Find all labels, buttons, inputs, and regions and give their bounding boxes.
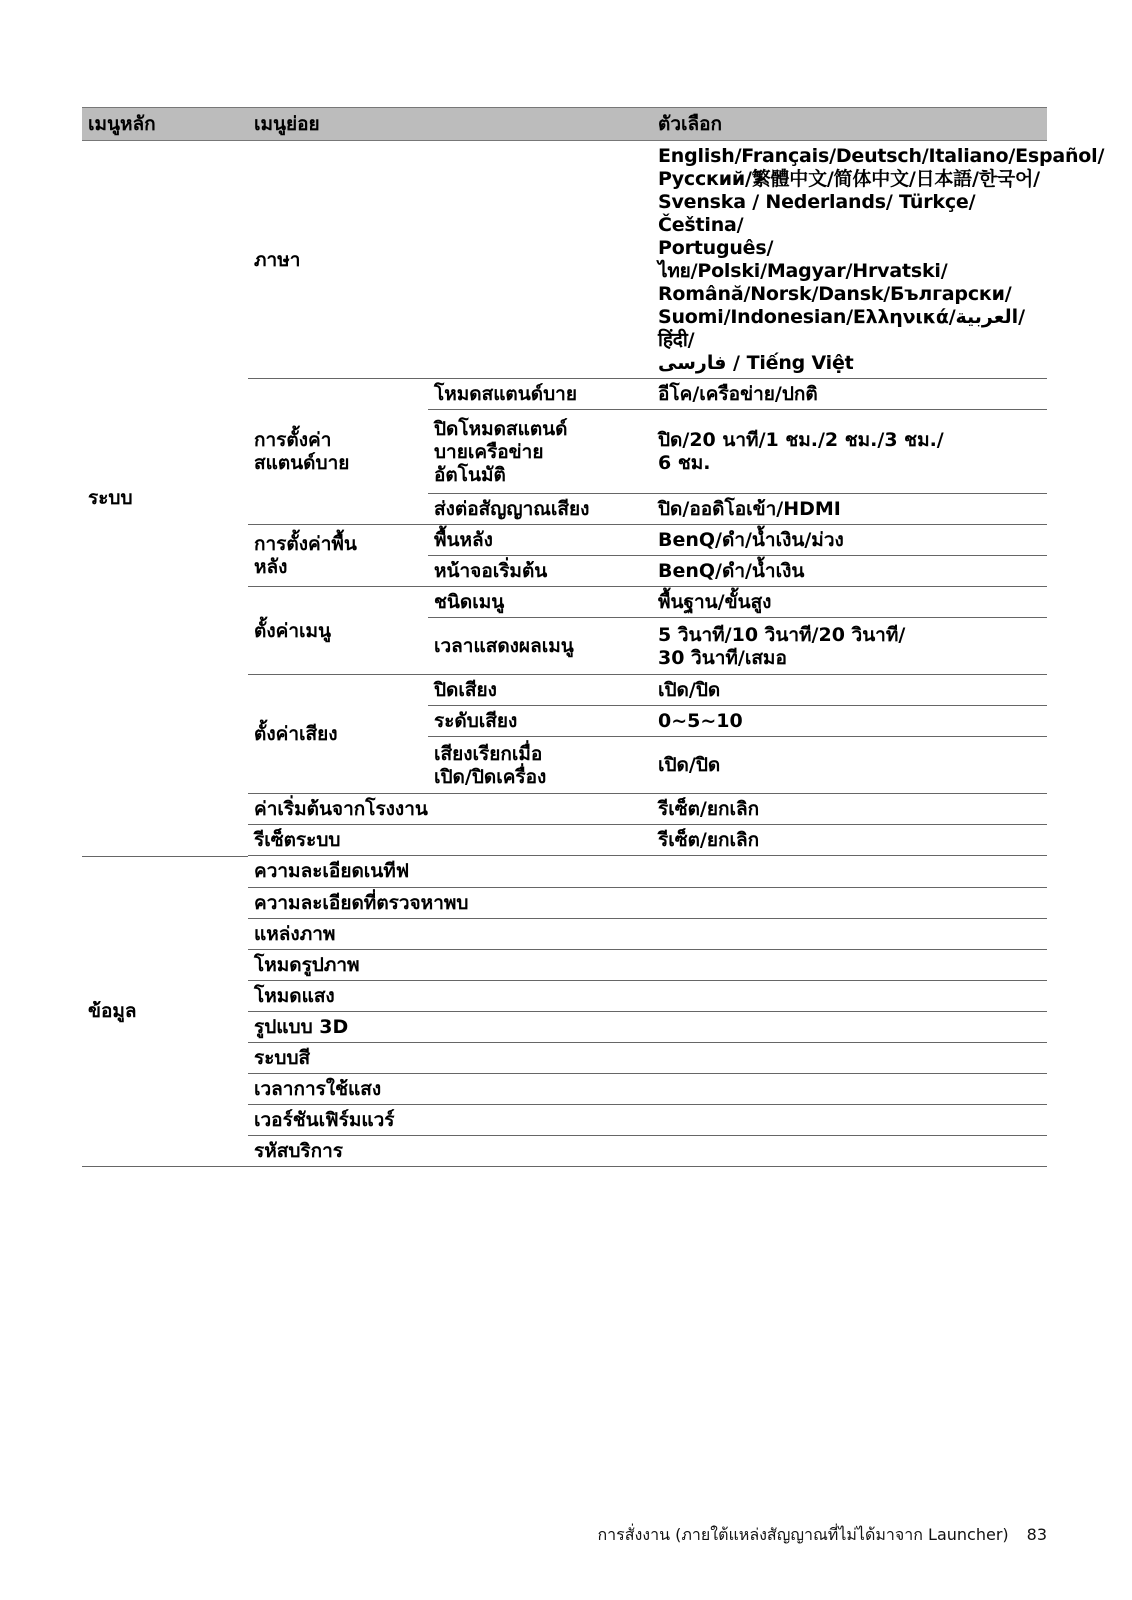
options-audio-pass: ปิด/ออดิโอเข้า/HDMI (652, 494, 1047, 525)
language-line: Svenska / Nederlands/ Türkçe/Čeština/ (658, 191, 976, 236)
main-menu-system: ระบบ (82, 141, 248, 857)
page-footer (0, 1523, 1047, 1548)
item-menu-type: ชนิดเมนู (428, 587, 652, 618)
item-volume: ระดับเสียง (428, 706, 652, 737)
options-volume: 0~5~10 (652, 706, 1047, 737)
options-factory-default: รีเซ็ต/ยกเลิก (652, 794, 1047, 825)
item-mute: ปิดเสียง (428, 675, 652, 706)
item-auto-off: ปิดโหมดสแตนด์ บายเครือข่าย อัตโนมัติ (428, 410, 652, 494)
footer-text: การสั่งงาน (ภายใต้แหล่งสัญญาณที่ไม่ได้มาจาก Launcher) (597, 1525, 1009, 1544)
submenu-audio-settings: ตั้งค่าเสียง (248, 675, 428, 794)
submenu-background-settings: การตั้งค่าพื้น หลัง (248, 525, 428, 587)
options-menu-type: พื้นฐาน/ขั้นสูง (652, 587, 1047, 618)
info-item: เวลาการใช้แสง (248, 1073, 1047, 1104)
info-item: รหัสบริการ (248, 1135, 1047, 1166)
submenu-language: ภาษา (248, 141, 652, 379)
info-item: โหมดรูปภาพ (248, 949, 1047, 980)
info-item: ความละเอียดเนทีฟ (248, 856, 1047, 887)
item-standby-mode: โหมดสแตนด์บาย (428, 379, 652, 410)
options-menu-display-time: 5 วินาที/10 วินาที/20 วินาที/ 30 วินาที/เสมอ (652, 618, 1047, 675)
header-main-menu: เมนูหลัก (82, 108, 248, 141)
item-splash-screen: หน้าจอเริ่มต้น (428, 556, 652, 587)
options-system-reset: รีเซ็ต/ยกเลิก (652, 825, 1047, 856)
table-row (82, 856, 1047, 887)
options-mute: เปิด/ปิด (652, 675, 1047, 706)
language-line: English/Français/Deutsch/Italiano/Español/ (658, 145, 1105, 167)
submenu-factory-default: ค่าเริ่มต้นจากโรงงาน (248, 794, 652, 825)
options-splash-screen: BenQ/ดำ/น้ำเงิน (652, 556, 1047, 587)
info-item: เวอร์ชันเฟิร์มแวร์ (248, 1104, 1047, 1135)
info-item: รูปแบบ 3D (248, 1011, 1047, 1042)
header-options: ตัวเลือก (652, 108, 1047, 141)
table-row (82, 141, 1047, 379)
info-item: แหล่งภาพ (248, 918, 1047, 949)
item-power-tone: เสียงเรียกเมื่อ เปิด/ปิดเครื่อง (428, 737, 652, 794)
language-line: Suomi/Indonesian/Ελληνικά/العربية/हिंदी/ (658, 306, 1026, 351)
menu-table (82, 107, 1105, 1167)
table-header-row (82, 108, 1047, 141)
options-standby-mode: อีโค/เครือข่าย/ปกติ (652, 379, 1047, 410)
language-line: Русский/繁體中文/简体中文/日本語/한국어/ (658, 168, 1040, 190)
item-background: พื้นหลัง (428, 525, 652, 556)
options-power-tone: เปิด/ปิด (652, 737, 1047, 794)
options-background: BenQ/ดำ/น้ำเงิน/ม่วง (652, 525, 1047, 556)
submenu-menu-settings: ตั้งค่าเมนู (248, 587, 428, 675)
options-auto-off: ปิด/20 นาที/1 ชม./2 ชม./3 ชม./ 6 ชม. (652, 410, 1047, 494)
main-menu-information: ข้อมูล (82, 856, 248, 1166)
header-sub-menu: เมนูย่อย (248, 108, 652, 141)
language-options (652, 141, 1105, 379)
item-menu-display-time: เวลาแสดงผลเมนู (428, 618, 652, 675)
page-number: 83 (1026, 1525, 1047, 1544)
submenu-standby-settings: การตั้งค่า สแตนด์บาย (248, 379, 428, 525)
item-audio-pass: ส่งต่อสัญญาณเสียง (428, 494, 652, 525)
submenu-system-reset: รีเซ็ตระบบ (248, 825, 652, 856)
info-item: ระบบสี (248, 1042, 1047, 1073)
info-item: โหมดแสง (248, 980, 1047, 1011)
language-line: فارسی / Tiếng Việt (658, 352, 854, 374)
language-line: Română/Norsk/Dansk/Български/ (658, 283, 1012, 305)
language-line: Português/ไทย/Polski/Magyar/Hrvatski/ (658, 237, 948, 282)
info-item: ความละเอียดที่ตรวจหาพบ (248, 887, 1047, 918)
